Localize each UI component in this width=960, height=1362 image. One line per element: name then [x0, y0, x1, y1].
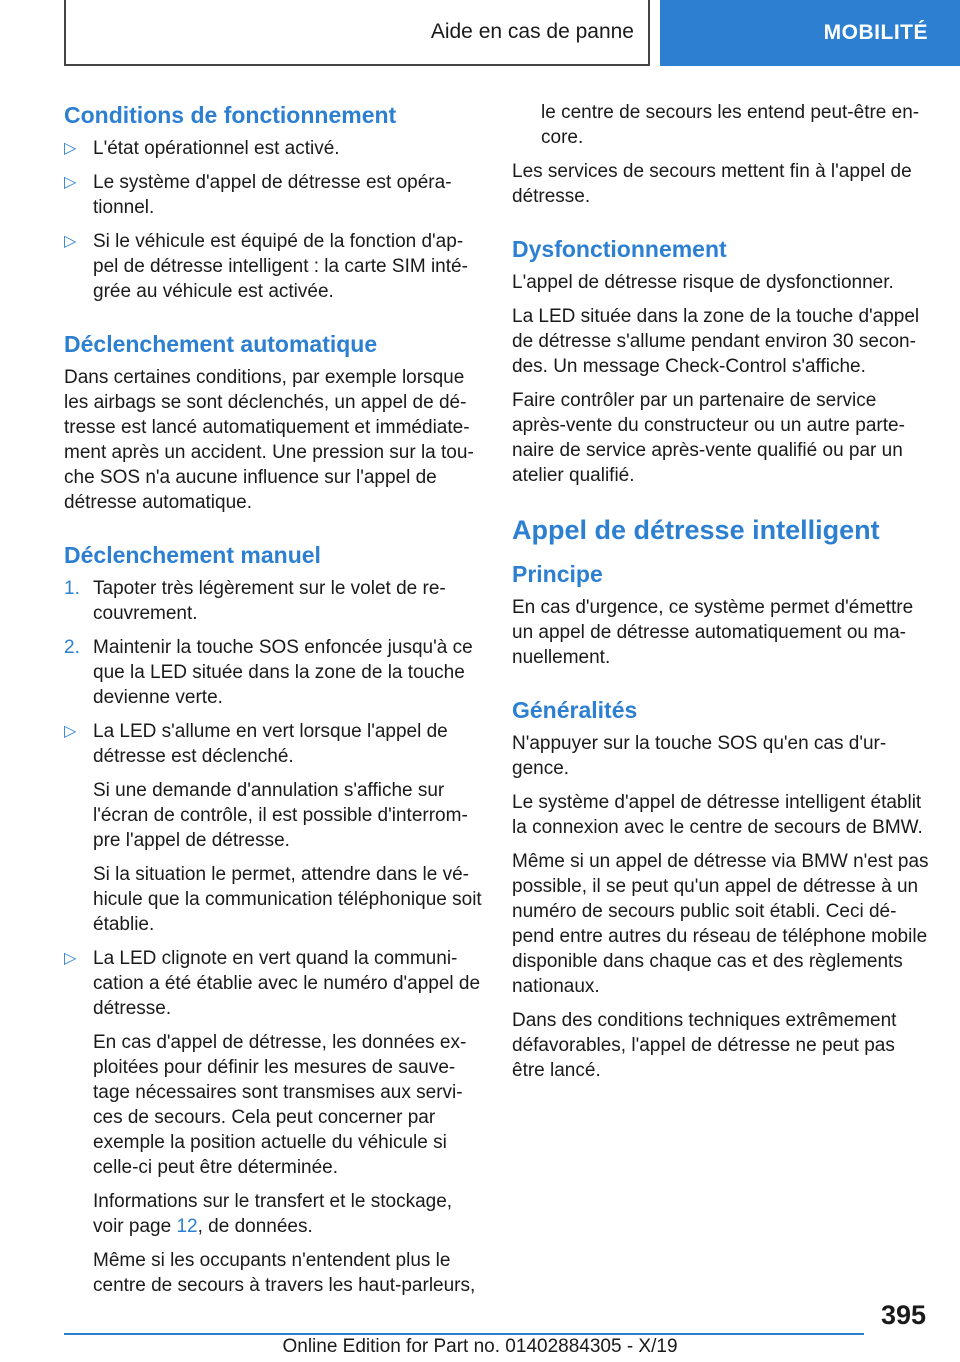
- left-column: [64, 100, 482, 1307]
- paragraph: En cas d'urgence, ce système permet d'émettre un appel de détresse automatiquement ou manuellement.: [512, 597, 914, 668]
- list-item-subtext: Même si les occupants n'entendent plus le centre de secours à travers les haut-parleurs,: [93, 1250, 476, 1296]
- triangle-bullet-icon: ▷: [64, 950, 77, 967]
- reference-text: , de données.: [197, 1216, 313, 1237]
- heading-principle: Principe: [512, 561, 603, 587]
- list-item-text: Le système d'appel de détresse est opérationnel.: [93, 172, 452, 218]
- triangle-bullet-icon: ▷: [64, 233, 77, 250]
- paragraph: La LED située dans la zone de la touche d'appel de détresse s'allume pendant environ 30 secondes. Un message Check-Control s'affiche.: [512, 306, 920, 377]
- paragraph: N'appuyer sur la touche SOS qu'en cas d'urgence.: [512, 733, 887, 779]
- list-item-text: La LED s'allume en vert lorsque l'appel de détresse est déclenché.: [93, 721, 448, 767]
- heading-conditions: Conditions de fonctionnement: [64, 102, 397, 128]
- list-item-subtext: Si une demande d'annulation s'affiche sur l'écran de contrôle, il est possible d'interrompre l'appel de détresse.: [93, 780, 468, 851]
- heading-manual-trigger: Déclenchement manuel: [64, 542, 321, 568]
- list-item-subtext: En cas d'appel de détresse, les données exploitées pour définir les mesures de sauvetage nécessaires sont transmises aux services de secours. Cela peut concerner par exemple la position actuelle du véhicule si celle-ci peut être déterminée.: [93, 1032, 467, 1178]
- list-item-subtext: Si la situation le permet, attendre dans le véhicule que la communication téléphonique soit établie.: [93, 864, 482, 935]
- paragraph-end-call: Les services de secours mettent fin à l'appel de détresse.: [512, 161, 912, 207]
- page-number: 395: [880, 1300, 926, 1330]
- step-item: [64, 635, 482, 710]
- triangle-bullet-icon: ▷: [64, 723, 77, 740]
- triangle-bullet-icon: ▷: [64, 174, 77, 191]
- chapter-title: MOBILITÉ: [823, 21, 928, 44]
- step-item: [64, 576, 482, 626]
- paragraph: Faire contrôler par un partenaire de service après-vente du constructeur ou un autre partenaire de service après-vente qualifié ou par un atelier qualifié.: [512, 390, 905, 486]
- list-item-text: Si le véhicule est équipé de la fonction d'appel de détresse intelligent : la carte SIM intégrée au véhicule est activée.: [93, 231, 468, 302]
- paragraph-auto-trigger: Dans certaines conditions, par exemple lorsque les airbags se sont déclenchés, un appel de détresse est lancé automatiquement et immédiatement après un accident. Une pression sur la touche SOS n'a aucune influence sur l'appel de détresse automatique.: [64, 367, 474, 513]
- list-item: [64, 229, 482, 304]
- list-item-text: L'état opérationnel est activé.: [93, 138, 340, 159]
- footer-edition: Online Edition for Part no. 01402884305 - X/19: [282, 1336, 678, 1357]
- paragraph: L'appel de détresse risque de dysfonctionner.: [512, 272, 894, 293]
- list-item: [64, 170, 482, 220]
- page-reference-link[interactable]: 12: [176, 1216, 198, 1237]
- header-chapter-tab: [660, 0, 960, 66]
- list-item-text: La LED clignote en vert quand la communication a été établie avec le numéro d'appel de détresse.: [93, 948, 481, 1019]
- list-item-subtext: [93, 1189, 482, 1239]
- step-number: 2.: [64, 637, 80, 658]
- footer-divider: [64, 1333, 864, 1335]
- list-item: [64, 946, 482, 1298]
- section-title: Aide en cas de panne: [430, 20, 634, 43]
- triangle-bullet-icon: ▷: [64, 140, 77, 157]
- list-item: [64, 136, 482, 161]
- heading-general: Généralités: [512, 697, 638, 723]
- right-column: [512, 100, 932, 1092]
- list-item: [64, 719, 482, 937]
- paragraph: Le système d'appel de détresse intelligent établit la connexion avec le centre de secours de BMW.: [512, 792, 923, 838]
- paragraph: Même si un appel de détresse via BMW n'est pas possible, il se peut qu'un appel de détresse à un numéro de secours public soit établi. Ceci dépend entre autres du réseau de téléphone mobile disponible dans chaque cas et des règlements nationaux.: [512, 851, 929, 997]
- heading-auto-trigger: Déclenchement automatique: [64, 331, 378, 357]
- reference-text: Informations sur le transfert et le stockage, voir page: [93, 1191, 453, 1237]
- header-section-title: [64, 0, 650, 66]
- paragraph: Dans des conditions techniques extrêmement défavorables, l'appel de détresse ne peut pas être lancé.: [512, 1010, 897, 1081]
- step-number: 1.: [64, 578, 80, 599]
- continued-paragraph: le centre de secours les entend peut-être encore.: [541, 102, 920, 148]
- heading-malfunction: Dysfonctionnement: [512, 236, 727, 262]
- step-text: Tapoter très légèrement sur le volet de recouvrement.: [93, 578, 446, 624]
- step-text: Maintenir la touche SOS enfoncée jusqu'à ce que la LED située dans la zone de la touche devienne verte.: [93, 637, 473, 708]
- heading-intelligent-emergency-call: Appel de détresse intelligent: [512, 515, 880, 545]
